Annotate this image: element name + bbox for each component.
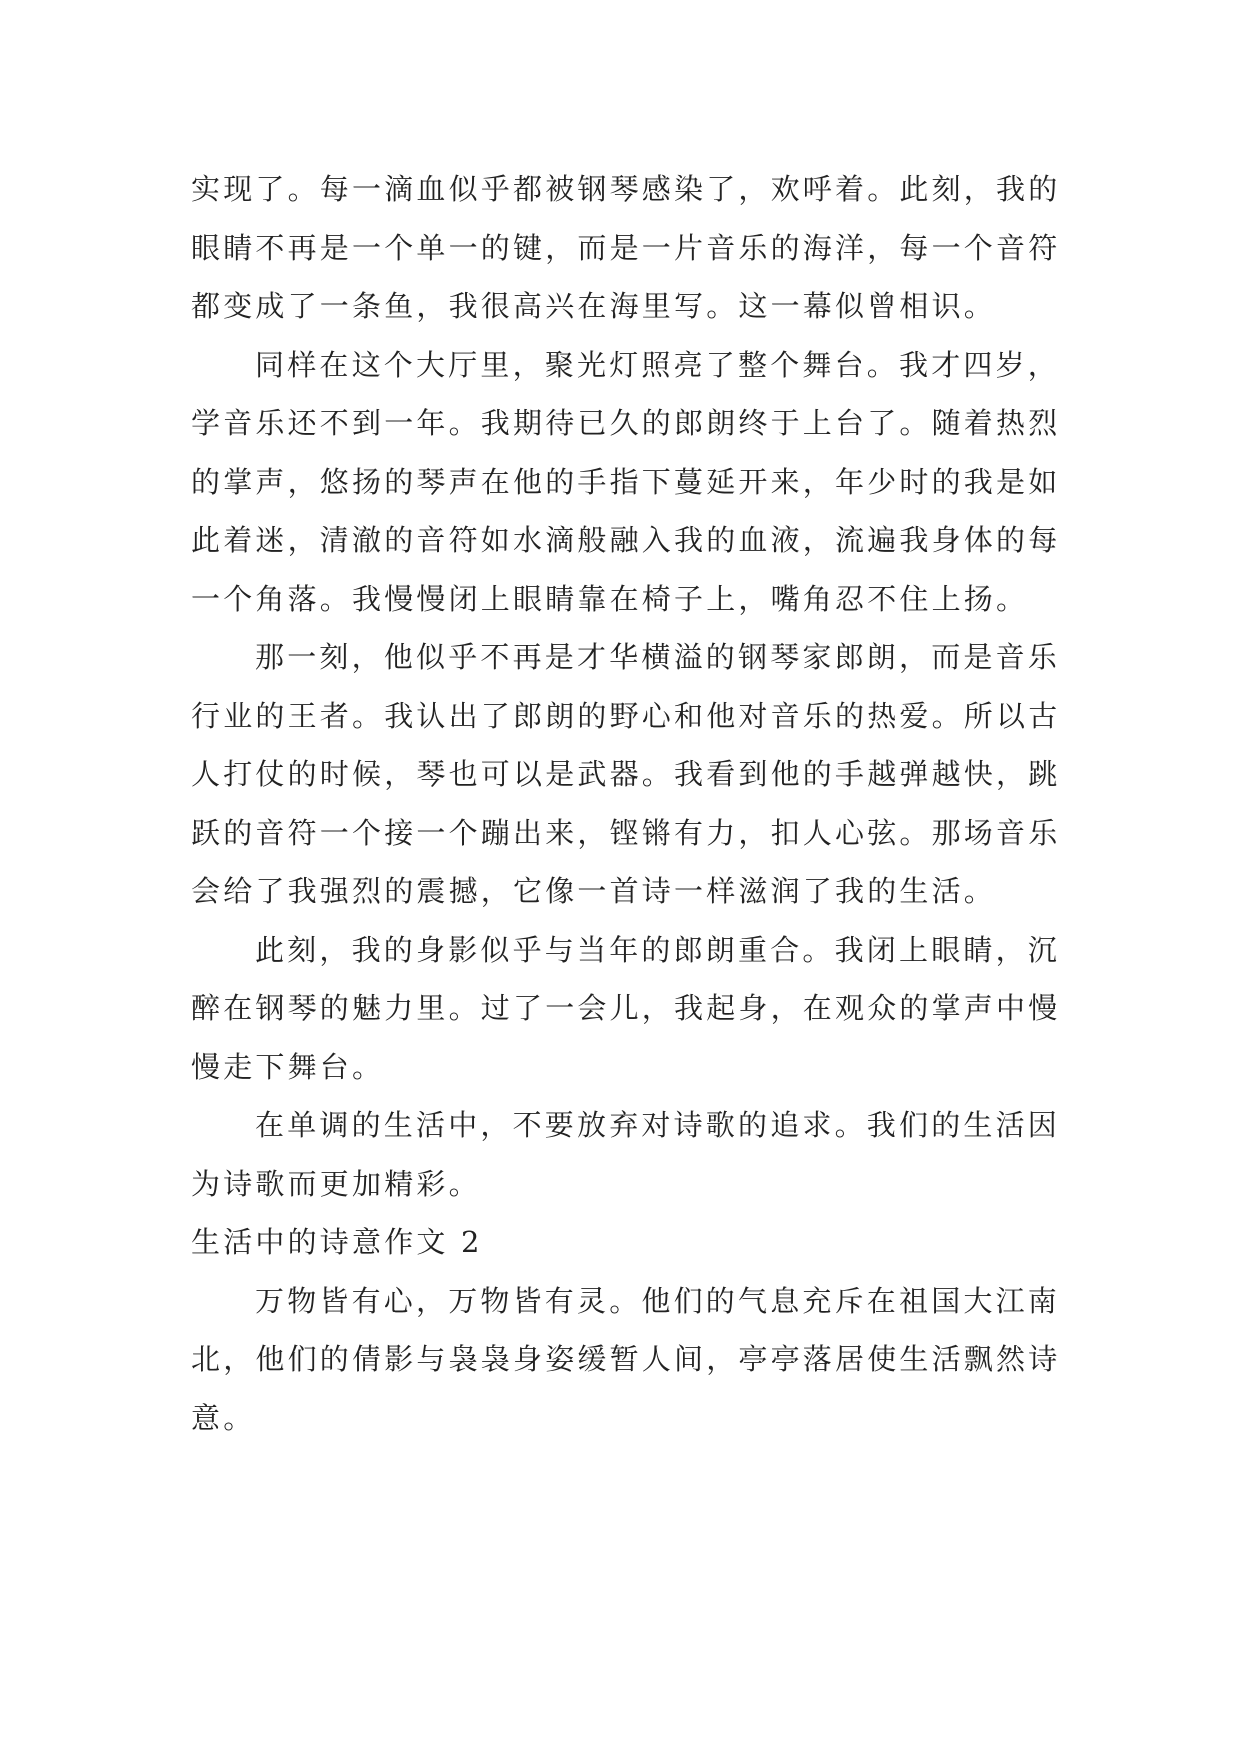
- paragraph: 此刻，我的身影似乎与当年的郎朗重合。我闭上眼睛，沉醉在钢琴的魅力里。过了一会儿，我起身，在观众的掌声中慢慢走下舞台。: [191, 932, 1061, 1084]
- paragraph: 万物皆有心，万物皆有灵。他们的气息充斥在祖国大江南北，他们的倩影与袅袅身姿缓暂人间，亭亭落居使生活飘然诗意。: [191, 1283, 1061, 1435]
- document-body: [191, 160, 1071, 1447]
- paragraph: 在单调的生活中，不要放弃对诗歌的追求。我们的生活因为诗歌而更加精彩。: [191, 1108, 1061, 1201]
- paragraph-continuation: 实现了。每一滴血似乎都被钢琴感染了，欢呼着。此刻，我的眼睛不再是一个单一的键，而是一片音乐的海洋，每一个音符都变成了一条鱼，我很高兴在海里写。这一幕似曾相识。: [191, 172, 1061, 323]
- paragraph: 那一刻，他似乎不再是才华横溢的钢琴家郎朗，而是音乐行业的王者。我认出了郎朗的野心和他对音乐的热爱。所以古人打仗的时候，琴也可以是武器。我看到他的手越弹越快，跳跃的音符一个接一个蹦出来，铿锵有力，扣人心弦。那场音乐会给了我强烈的震撼，它像一首诗一样滋润了我的生活。: [191, 640, 1061, 908]
- paragraph: 同样在这个大厅里，聚光灯照亮了整个舞台。我才四岁，学音乐还不到一年。我期待已久的郎朗终于上台了。随着热烈的掌声，悠扬的琴声在他的手指下蔓延开来，年少时的我是如此着迷，清澈的音符如水滴般融入我的血液，流遍我身体的每一个角落。我慢慢闭上眼睛靠在椅子上，嘴角忍不住上扬。: [191, 347, 1061, 616]
- section-heading: 生活中的诗意作文 2: [191, 1225, 483, 1259]
